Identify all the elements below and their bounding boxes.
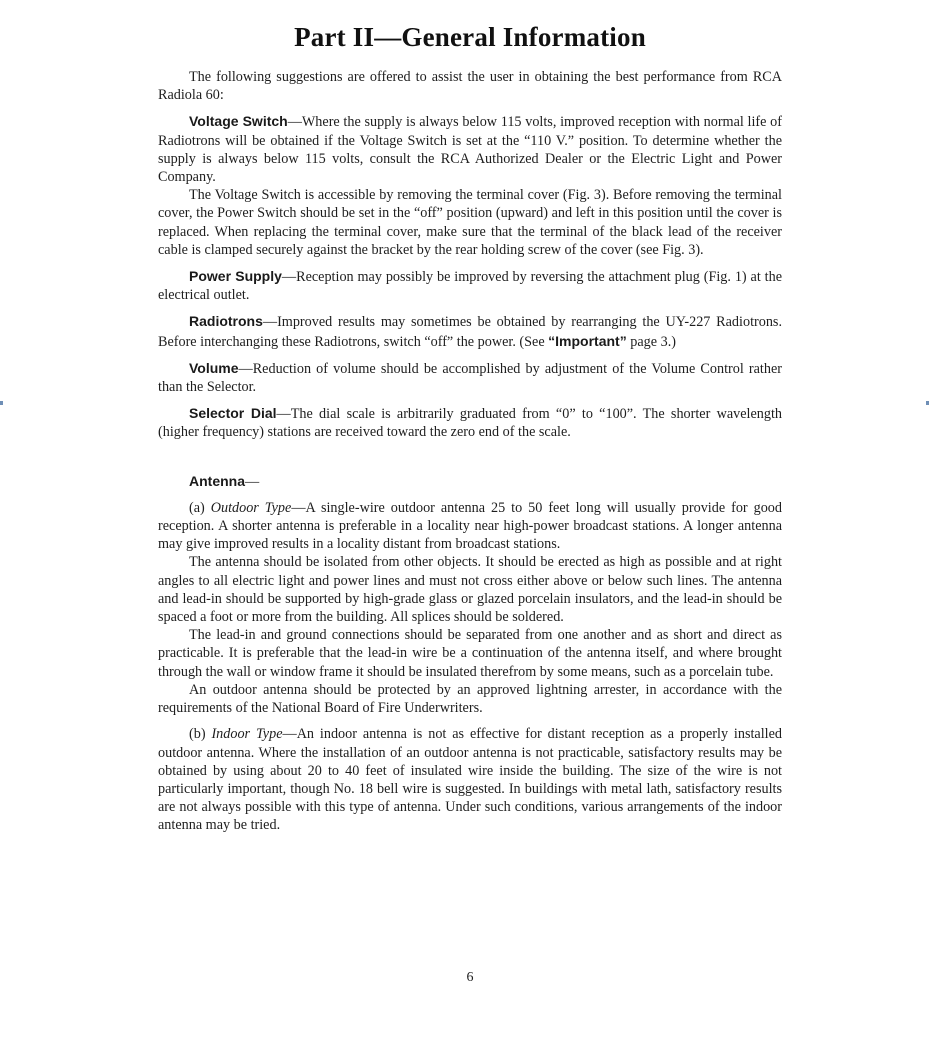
selector-dial-text: —The dial scale is arbitrarily graduated from “0” to “100”. The shorter wavelength (higher frequency) stations are received toward the zero end of the scale. — [158, 406, 782, 441]
selector-dial-paragraph — [158, 404, 782, 441]
radiotrons-paragraph — [158, 312, 782, 350]
radiotrons-tail: page 3.) — [626, 333, 676, 350]
volume-text: —Reduction of volume should be accomplished by adjustment of the Volume Control rather than the Selector. — [158, 360, 782, 396]
voltage-switch-heading: Voltage Switch — [189, 113, 288, 130]
outdoor-type-label: (a) — [189, 499, 211, 516]
indoor-type-title: Indoor Type — [211, 726, 283, 743]
power-supply-text: —Reception may possibly be improved by reversing the attachment plug (Fig. 1) at the electrical outlet. — [158, 269, 782, 304]
outdoor-type-title: Outdoor Type — [210, 499, 292, 516]
page-body — [158, 68, 782, 835]
page-title: Part II—General Information — [294, 22, 646, 52]
intro-paragraph: The following suggestions are offered to assist the user in obtaining the best performance from RCA Radiola 60: — [158, 69, 782, 104]
outdoor-type-paragraph — [158, 499, 782, 554]
voltage-switch-paragraph-2: The Voltage Switch is accessible by removing the terminal cover (Fig. 3). Before removing the terminal cover, the Power Switch should be set in the “off” position (upward) and left in this position until the cover is replaced. When replacing the terminal cover, make sure that the terminal of the black lead of the receiver cable is clamped securely against the bracket by the rear holding screw of the cover (see Fig. 3). — [158, 187, 782, 258]
volume-paragraph — [158, 359, 782, 396]
left-edge-mark — [0, 401, 3, 405]
antenna-heading-line — [158, 472, 782, 491]
antenna-isolation-paragraph: The antenna should be isolated from other objects. It should be erected as high as possible and at right angles to all electric light and power lines and must not cross either above or below such lines. The antenna and lead-in should be supported by high-grade glass or glazed porcelain insulators, and the lead-in should be spaced a foot or more from the building. All splices should be soldered. — [158, 554, 782, 626]
voltage-switch-paragraph — [158, 112, 782, 186]
antenna-heading-dash: — — [245, 473, 260, 490]
volume-heading: Volume — [189, 359, 239, 376]
power-supply-heading: Power Supply — [189, 268, 282, 285]
page-number: 6 — [466, 970, 474, 985]
indoor-type-label: (b) — [189, 726, 212, 743]
lead-in-paragraph: The lead-in and ground connections should be separated from one another and as short and direct as practicable. It is preferable that the lead-in wire be a continuation of the antenna itself, and where brought through the wall or window frame it should be insulated therefrom by some means, such as a porcelain tube. — [158, 627, 782, 680]
radiotrons-heading: Radiotrons — [189, 313, 263, 330]
radiotrons-text: —Improved results may sometimes be obtained by rearranging the UY-227 Radiotrons. Before interchanging these Radiotrons, switch “off” the power. (See — [158, 314, 782, 350]
power-supply-paragraph — [158, 267, 782, 304]
indoor-type-paragraph — [158, 725, 782, 834]
indoor-type-text: —An indoor antenna is not as effective for distant reception as a properly installed outdoor antenna. Where the installation of an outdoor antenna is not practicable, satisfactory results may be obtained by using about 20 to 40 feet of insulated wire inside the building. The size of the wire is not particularly important, though No. 18 bell wire is suggested. In buildings with metal lath, satisfactory results are not always possible with this type of antenna. Under such conditions, various arrangements of the indoor antenna may be tried. — [158, 726, 782, 834]
antenna-heading: Antenna — [189, 472, 245, 489]
outdoor-type-text: —A single-wire outdoor antenna 25 to 50 feet long will usually provide for good reception. A shorter antenna is preferable in a locality near high-power broadcast stations. A longer antenna may give improved results in a locality distant from broadcast stations. — [158, 499, 782, 553]
lightning-arrester-paragraph: An outdoor antenna should be protected by an approved lightning arrester, in accordance with the requirements of the National Board of Fire Underwriters. — [158, 681, 782, 717]
important-reference: “Important” — [548, 332, 627, 349]
selector-dial-heading: Selector Dial — [189, 405, 277, 422]
voltage-switch-text: —Where the supply is always below 115 volts, improved reception with normal life of Radiotrons will be obtained if the Voltage Switch is set at the “110 V.” position. To determine whether the supply is always below 115 volts, consult the RCA Authorized Dealer or the Electric Light and Power Company. — [158, 114, 782, 186]
